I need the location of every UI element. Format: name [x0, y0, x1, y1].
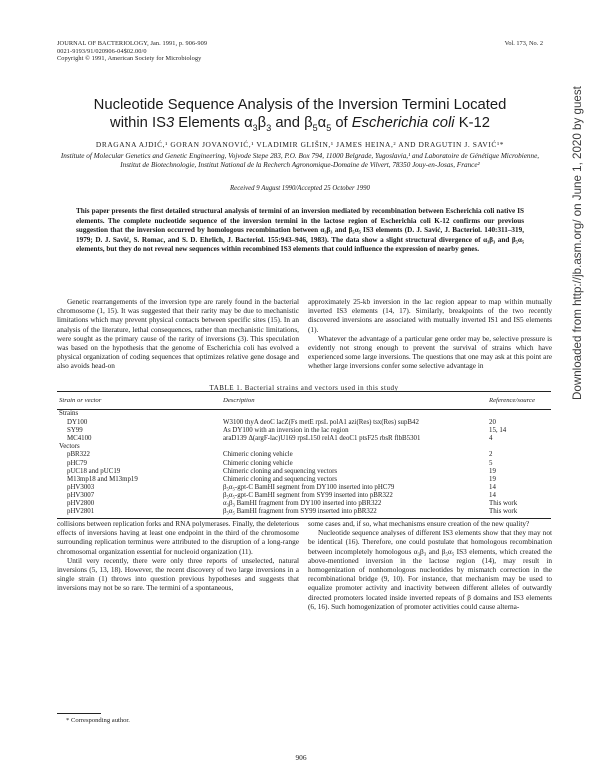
copyright: Copyright © 1991, American Society for Microbiology	[57, 55, 202, 63]
table-row	[57, 492, 551, 500]
issn: 0021-9193/91/020906-04$02.00/0	[57, 47, 147, 55]
table-cell-ref: This work	[481, 508, 551, 519]
affiliations: Institute of Molecular Genetics and Genetic Engineering, Vojvode Stepe 283, P.O. Box 794, 11000 Belgrade, Yugoslavia,¹ and Laboratoire de Génétique Microbienne, Institut de Biotechnologie, Institut National de la Recherch Agronomique-Domaine de Vilvert, 78350 Jouy-en-Josas, France²	[60, 152, 540, 170]
journal-citation: JOURNAL OF BACTERIOLOGY, Jan. 1991, p. 906-909	[57, 40, 208, 47]
received-dates: Received 9 August 1990/Accepted 25 October 1990	[230, 185, 370, 192]
paragraph: collisions between replication forks and RNA polymerases. Finally, the deleterious effects of inversions having at least one endpoint in the third of the chromosome surrounding replication terminus were attributed to the disruption of a long-range chromosomal organization essential for nucleoid organization (11).	[57, 519, 299, 556]
column-2-top	[308, 297, 552, 371]
table-cell-desc: Chimeric cloning and sequencing vectors	[223, 475, 338, 483]
footnote-rule	[57, 713, 101, 714]
table-cell-name: pHV2800	[67, 500, 95, 508]
footnote: * Corresponding author.	[66, 717, 130, 724]
title-line-2: within IS3 Elements $\alpha_3\beta_3$ and $\beta_5\alpha_5$ of Escherichia coli K-12	[110, 115, 490, 133]
table-row	[57, 418, 551, 427]
table-cell-desc: As DY100 with an inversion in the lac region	[223, 427, 349, 435]
article-title	[40, 96, 560, 137]
paragraph: Until very recently, there were only three reports of unselected, natural inversions (5, 13, 18). However, the recent discovery of two large inversions in a single strain (1) throws into question previous hypotheses and suggests that inversions may not be so rare. The termini of a spontaneous,	[57, 555, 299, 593]
journal-header	[57, 40, 207, 63]
table-row	[57, 460, 551, 468]
table-row	[57, 468, 551, 476]
table-body	[57, 410, 551, 519]
table-cell-desc	[221, 410, 481, 419]
table-cell-ref: This work	[489, 500, 518, 508]
author-list: DRAGANA AJDIĆ,¹ GORAN JOVANOVIĆ,¹ VLADIMIR GLIŠIN,¹ JAMES HEINA,² AND DRAGUTIN J. SAVIĆ¹*	[95, 140, 505, 149]
paragraph: approximately 25-kb inversion in the lac region appear to map within mutually inverted IS3 elements (14, 17). Similarly, breakpoints of the two recently discovered inversions are associated with mutually inverted IS1 and IS5 elements (1).	[308, 297, 552, 334]
table-cell-desc: Chimeric cloning vehicle	[223, 459, 293, 467]
abstract: This paper presents the first detailed structural analysis of termini of an inversion mediated by recombination between Escherichia coli native IS elements. The complete nucleotide sequence of the inversion termini in the lactose region of Escherichia coli K-12 confirms our previous suggestion that the inversion occurred by homologous recombination between α₃β₃ and β₅α₅ IS3 elements (D. J. Savić, J. Bacteriol. 140:311–319, 1979; D. J. Savić, S. Romac, and S. D. Ehrlich, J. Bacteriol. 155:943–946, 1983). The data show a slight structural divergence of α₃β₃ and β₅α₅ elements, but they do not reveal new sequences within recombined IS3 elements that could influence the expression of nearby genes.	[76, 207, 524, 254]
table-row	[57, 484, 551, 492]
table-row	[57, 500, 551, 508]
download-watermark-text[interactable]: Downloaded from http://jb.asm.org/ on June 1, 2020 by guest	[571, 86, 584, 400]
table-cell-name: Vectors	[59, 443, 80, 451]
volume-info: Vol. 173, No. 2	[504, 40, 543, 47]
table-cell-name: pBR322	[67, 451, 90, 459]
table-row	[57, 427, 551, 435]
table-cell-ref: 5	[489, 459, 493, 467]
table-cell-ref	[481, 443, 551, 451]
table-cell-name: pHV2801	[57, 508, 221, 519]
table-group-row	[57, 410, 551, 419]
table-row	[57, 508, 551, 519]
table-caption: TABLE 1. Bacterial strains and vectors used in this study	[209, 384, 399, 392]
table-cell-desc: araD139 Δ(argF-lac)U169 rpsL150 relA1 deoC1 ptsF25 rbsR flbB5301	[223, 435, 421, 443]
table-cell-desc: Chimeric cloning vehicle	[223, 451, 293, 459]
table-cell-ref: 20	[489, 419, 496, 427]
table-header-row	[57, 392, 551, 410]
table-cell-name: pHV3003	[67, 483, 95, 491]
col-header-strain: Strain or vector	[57, 392, 221, 410]
table-cell-ref: 19	[489, 475, 496, 483]
strains-table	[57, 391, 551, 519]
table-cell-ref: 14	[489, 491, 496, 499]
col-header-description: Description	[221, 392, 481, 410]
table-cell-desc: β₅α₅ BamHI fragment from SY99 inserted into pBR322	[221, 508, 481, 519]
table-cell-name: MC4100	[67, 435, 92, 443]
table-cell-ref: 4	[489, 435, 493, 443]
table-cell-name: SY99	[67, 427, 83, 435]
table-cell-desc: Chimeric cloning and sequencing vectors	[223, 467, 338, 475]
table-cell-name: pUC18 and pUC19	[67, 467, 121, 475]
column-1-bottom	[57, 519, 299, 593]
table-cell-ref: 19	[489, 467, 496, 475]
table-row	[57, 435, 551, 443]
table-cell-desc: β₅α₅-gpt-C BamHI segment from DY100 inserted into pHC79	[223, 483, 395, 491]
table-cell-desc: α₃β₃ BamHI fragment from DY100 inserted into pBR322	[223, 500, 382, 508]
column-2-bottom	[308, 519, 552, 611]
paragraph: some cases and, if so, what mechanisms ensure creation of the new quality?	[308, 519, 530, 528]
column-1-top	[57, 297, 299, 371]
table-cell-name: M13mp18 and M13mp19	[67, 475, 138, 483]
paragraph: Genetic rearrangements of the inversion type are rarely found in the bacterial chromosome (1, 15). It was suggested that their rarity may be due to mechanistic limitations which may prevent physical contacts between specific sites (15). In an analysis of the literature, lethal consequences, rather than mechanistic limitations, were sought as the primary cause of the rarity of inversions (3). This speculation was based on the hypothesis that the genome of Escherichia coli has evolved a physical organization of coding sequences that optimizes relative gene dosage and also avoids head-on	[57, 297, 299, 371]
table-cell-name: DY100	[67, 419, 88, 427]
table-cell-name: Strains	[59, 410, 79, 417]
col-header-reference: Reference/source	[481, 392, 551, 410]
table-cell-desc: β₅α₅-gpt-C BamHI segment from SY99 inserted into pBR322	[223, 491, 393, 499]
title-line-1: Nucleotide Sequence Analysis of the Inversion Termini Located	[93, 97, 507, 113]
table-cell-name: pHC79	[67, 459, 87, 467]
table-cell-name: pHV3007	[67, 491, 95, 499]
table-row	[57, 476, 551, 484]
table-cell-ref: 2	[489, 451, 493, 459]
table-cell-ref	[481, 410, 551, 419]
table-cell-desc: W3100 thyA deoC lacZ(Fs metE rpsL polA1 azi(Res) tsx(Res) supB42	[223, 419, 419, 427]
paragraph: Nucleotide sequence analyses of different IS3 elements show that they may not be identical (16). Therefore, one could postulate that homologous recombination between incompletely homologous α₃β₃ and β₅α₅ IS3 elements, which created the above-mentioned inversion in the lactose region (14), may result in homogenization of nonhomologous nucleotides by mismatch correction in the recombinational bridge (9, 10). For instance, that mechanism may be used to equalize promoter activity and inactivity between different alleles of outwardly directed promoters located inside inverted repeats of β domains and IS3 elements (6, 16). Such homogenization of promoter activities could cause alterna-	[308, 528, 552, 611]
table-cell-ref: 14	[489, 483, 496, 491]
table-cell-desc	[221, 443, 481, 451]
paragraph: Whatever the advantage of a particular gene order may be, selective pressure is evidently not strong enough to prevent the survival of strains which have experienced some large inversions. The questions that one may ask at this point are whether large inversions confer some selective advantage in	[308, 333, 552, 371]
table-cell-ref: 15, 14	[489, 427, 507, 435]
table-group-row	[57, 443, 551, 451]
table-row	[57, 451, 551, 459]
page-number: 906	[295, 753, 307, 762]
